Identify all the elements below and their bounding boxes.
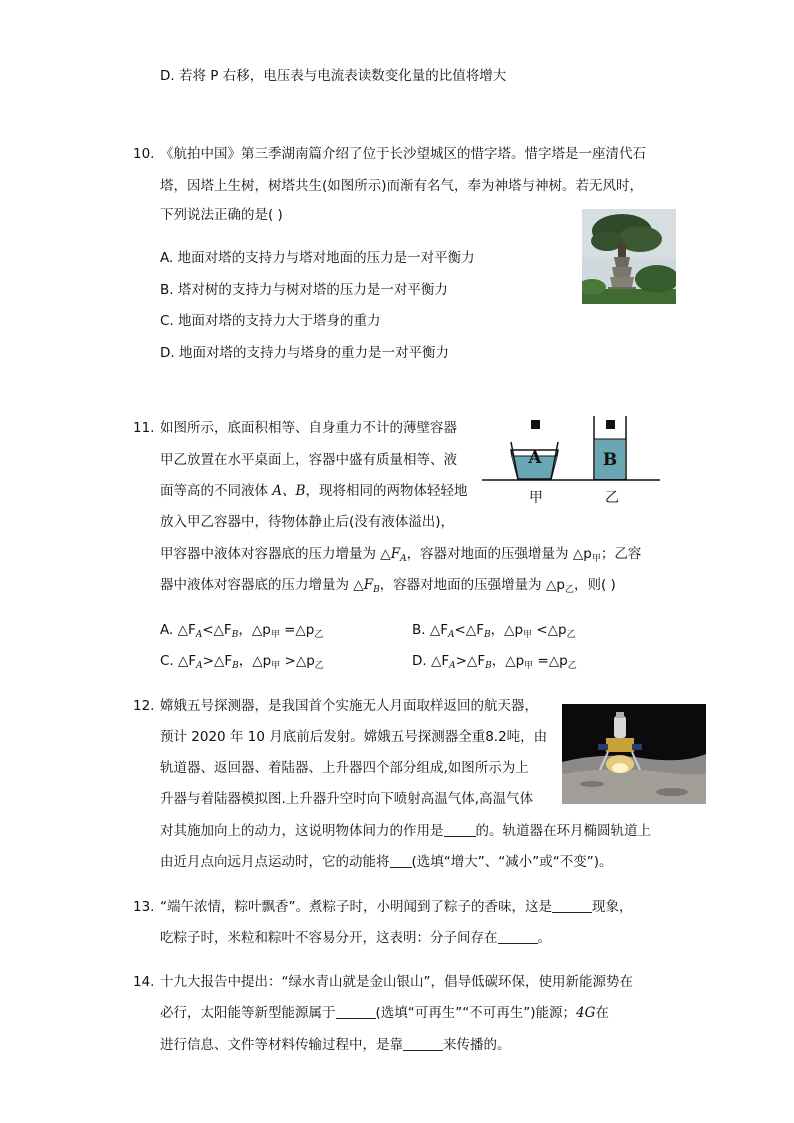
q12-stem-line-3: 轨道器、返回器、着陆器、上升器四个部分组成,如图所示为上 [160,760,529,776]
q12-stem-line-6: 由近月点向远月点运动时，它的动能将 (选填“增大”、“减小”或“不变”)。 [160,854,613,870]
q12-blank-1[interactable] [444,822,476,837]
q11-option-c: C. $\triangle F_A>\triangle F_B$，$\triangle p_甲$ $>\triangle p_乙$ [160,653,324,671]
q10-stem-line-2: 塔，因塔上生树，树塔共生(如图所示)而渐有名气，奉为神塔与神树。若无风时， [160,178,644,194]
figure-label-jia: 甲 [529,490,543,506]
figure-label-b: B [602,450,618,470]
containers-figure [482,412,662,512]
q14-blank-1[interactable] [336,1004,376,1019]
q11-stem-line-3: 面等高的不同液体 A、B，现将相同的两物体轻轻地 [160,483,468,499]
q11-option-a: A. $\triangle F_A<\triangle F_B$，$\triangle p_甲$ $=\triangle p_乙$ [160,622,324,640]
q14-blank-2[interactable] [403,1036,443,1051]
q10-option-b: B. 塔对树的支持力与树对塔的压力是一对平衡力 [160,282,448,298]
q11-stem-line-5: 甲容器中液体对容器底的压力增量为 $\triangle F_A$，容器对地面的压强增量为 $\triangle p_甲$；乙容 [160,546,642,564]
figure-label-yi: 乙 [605,490,619,506]
q13-stem-line-2: 吃粽子时，米粒和粽叶不容易分开，这表明：分子间存在 。 [160,930,551,946]
q12-stem-line-4: 升器与着陆器模拟图.上升器升空时向下喷射高温气体,高温气体 [160,791,534,807]
q11-option-b: B. $\triangle F_A<\triangle F_B$，$\triangle p_甲$ $<\triangle p_乙$ [412,622,576,640]
q12-stem-line-2: 预计 2020 年 10 月底前后发射。嫦娥五号探测器全重8.2吨，由 [160,729,548,745]
q12-number: 12. [133,698,155,714]
q12-blank-2[interactable] [390,853,412,868]
q10-option-a: A. 地面对塔的支持力与塔对地面的压力是一对平衡力 [160,250,475,266]
q10-number: 10. [133,146,155,162]
q13-blank-1[interactable] [552,898,592,913]
q10-option-c: C. 地面对塔的支持力大于塔身的重力 [160,313,381,329]
q13-blank-2[interactable] [498,929,538,944]
q11-option-d: D. $\triangle F_A>\triangle F_B$，$\triangle p_甲$ $=\triangle p_乙$ [412,653,577,671]
q10-stem-line-1: 《航拍中国》第三季湖南篇介绍了位于长沙望城区的惜字塔。惜字塔是一座清代石 [160,146,646,162]
q13-stem-line-1: “端午浓情，粽叶飘香”。煮粽子时，小明闻到了粽子的香味，这是 现象， [160,899,633,915]
q11-stem-line-4: 放入甲乙容器中，待物体静止后(没有液体溢出)， [160,514,455,530]
pagoda-tree-photo [582,209,676,304]
q11-number: 11. [133,420,155,436]
q11-stem-line-2: 甲乙放置在水平桌面上，容器中盛有质量相等、液 [160,452,457,468]
q10-stem-line-3: 下列说法正确的是( ) [160,207,283,223]
q9-option-d: D. 若将 P 右移，电压表与电流表读数变化量的比值将增大 [160,68,507,84]
q14-stem-line-1: 十九大报告中提出：“绿水青山就是金山银山”，倡导低碳环保，使用新能源势在 [160,974,633,990]
q14-stem-line-2: 必行，太阳能等新型能源属于 (选填“可再生”“不可再生”)能源；4G在 [160,1005,609,1021]
lander-photo [562,704,706,804]
q14-stem-line-3: 进行信息、文件等材料传输过程中，是靠 来传播的。 [160,1037,511,1053]
q12-stem-line-1: 嫦娥五号探测器，是我国首个实施无人月面取样返回的航天器， [160,698,538,714]
q12-stem-line-5: 对其施加向上的动力，这说明物体间力的作用是 的。轨道器在环月椭圆轨道上 [160,823,651,839]
q14-number: 14. [133,974,155,990]
q11-stem-line-1: 如图所示，底面积相等、自身重力不计的薄壁容器 [160,420,457,436]
q13-number: 13. [133,899,155,915]
figure-label-a: A [528,448,542,468]
q10-option-d: D. 地面对塔的支持力与塔身的重力是一对平衡力 [160,345,449,361]
q11-stem-line-6: 器中液体对容器底的压力增量为 $\triangle F_B$，容器对地面的压强增量为 $\triangle p_乙$，则( ) [160,577,616,595]
